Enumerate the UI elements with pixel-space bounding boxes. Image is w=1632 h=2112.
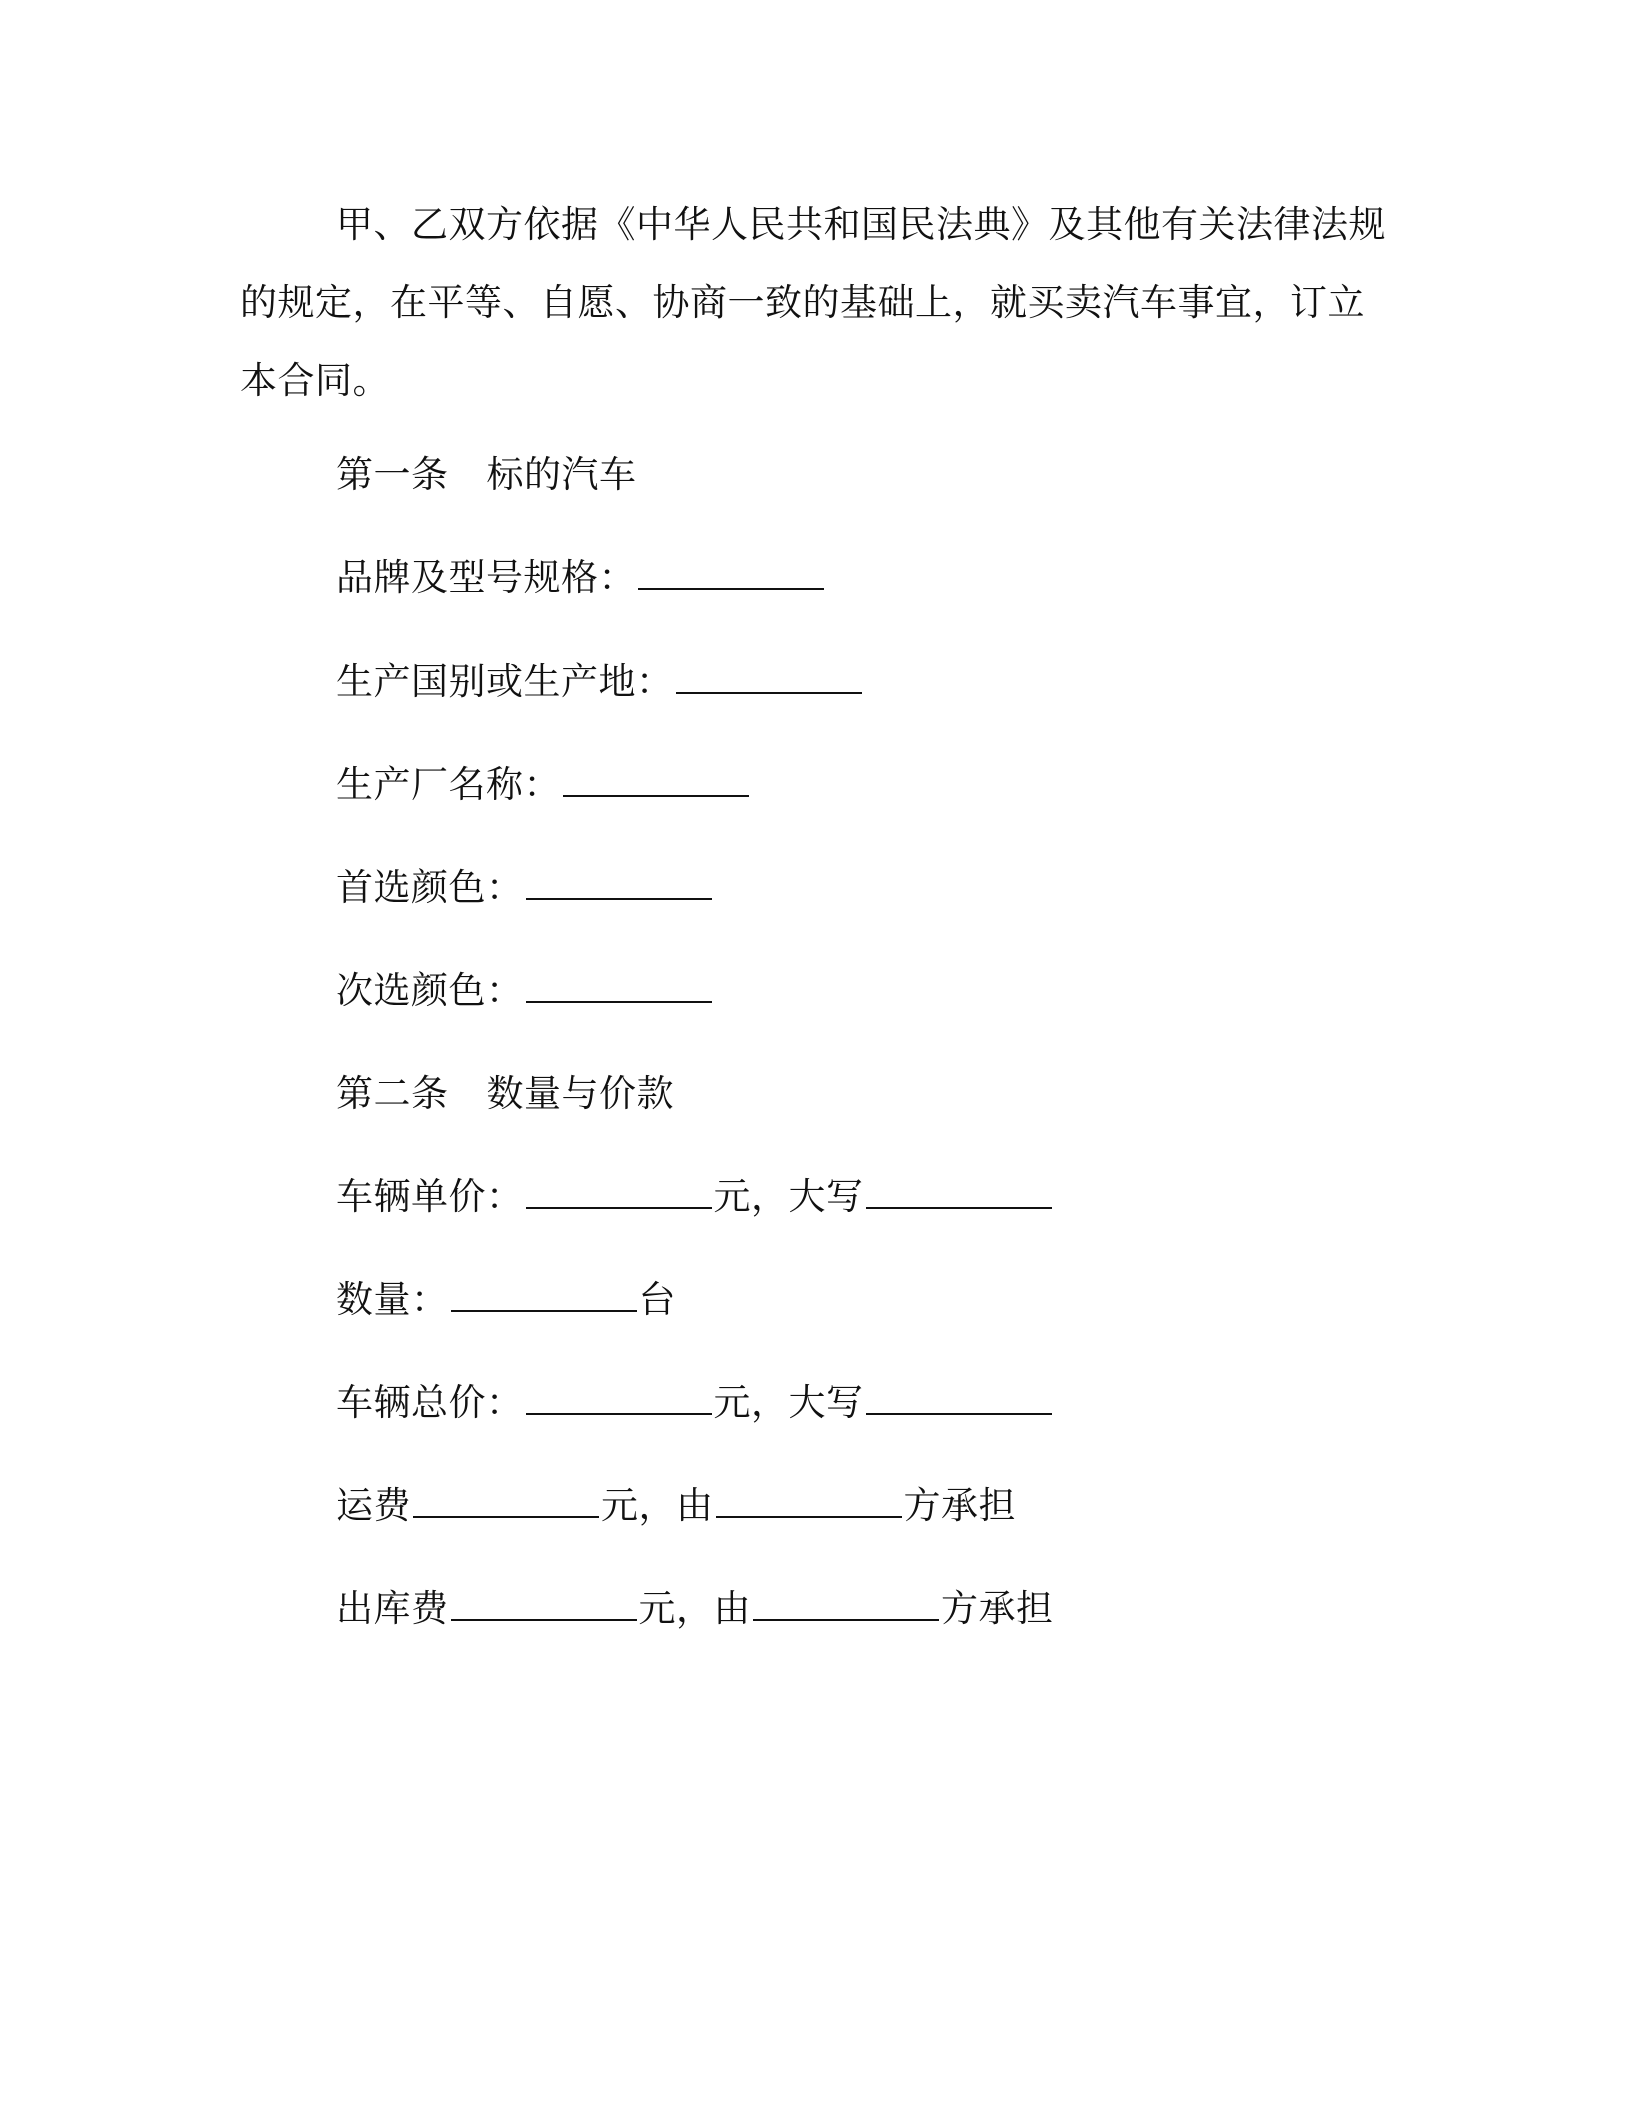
freight-end-text: 方承担 xyxy=(903,1484,1016,1527)
quantity-label: 数量： xyxy=(336,1278,449,1321)
quantity-unit: 台 xyxy=(638,1278,676,1321)
secondary-color-row xyxy=(336,966,714,1016)
outbound-fee-amount-blank[interactable] xyxy=(451,1585,637,1621)
quantity-row xyxy=(336,1275,676,1325)
article-1-heading xyxy=(336,450,637,500)
unit-price-row xyxy=(336,1172,1054,1222)
brand-model-blank[interactable] xyxy=(638,554,824,590)
total-price-label: 车辆总价： xyxy=(336,1381,524,1424)
quantity-blank[interactable] xyxy=(451,1276,637,1312)
primary-color-row xyxy=(336,863,714,913)
secondary-color-blank[interactable] xyxy=(526,967,712,1003)
brand-model-label: 品牌及型号规格： xyxy=(336,556,636,599)
primary-color-label: 首选颜色： xyxy=(336,866,524,909)
freight-amount-blank[interactable] xyxy=(413,1482,599,1518)
origin-label: 生产国别或生产地： xyxy=(336,660,674,703)
freight-mid-text: 元，由 xyxy=(601,1484,714,1527)
manufacturer-blank[interactable] xyxy=(563,761,749,797)
brand-model-row xyxy=(336,553,826,603)
unit-price-words-blank[interactable] xyxy=(866,1173,1052,1209)
manufacturer-label: 生产厂名称： xyxy=(336,763,561,806)
outbound-fee-end-text: 方承担 xyxy=(941,1587,1054,1630)
article-2-heading xyxy=(336,1069,674,1119)
intro-paragraph: 甲、乙双方依据《中华人民共和国民法典》及其他有关法律法规的规定，在平等、自愿、协商一致的基础上，就买卖汽车事宜，订立本合同。 xyxy=(240,203,1386,402)
total-price-blank[interactable] xyxy=(526,1379,712,1415)
freight-row xyxy=(336,1481,1016,1531)
total-price-words-blank[interactable] xyxy=(866,1379,1052,1415)
outbound-fee-party-blank[interactable] xyxy=(753,1585,939,1621)
unit-price-mid-text: 元，大写 xyxy=(713,1175,864,1218)
unit-price-label: 车辆单价： xyxy=(336,1175,524,1218)
primary-color-blank[interactable] xyxy=(526,864,712,900)
freight-label: 运费 xyxy=(336,1484,411,1527)
origin-blank[interactable] xyxy=(676,658,862,694)
manufacturer-row xyxy=(336,760,751,810)
outbound-fee-mid-text: 元，由 xyxy=(638,1587,751,1630)
secondary-color-label: 次选颜色： xyxy=(336,969,524,1012)
freight-party-blank[interactable] xyxy=(716,1482,902,1518)
unit-price-blank[interactable] xyxy=(526,1173,712,1209)
article-2-title: 数量与价款 xyxy=(486,1072,674,1115)
article-2-number: 第二条 xyxy=(336,1072,449,1115)
total-price-mid-text: 元，大写 xyxy=(713,1381,864,1424)
article-1-title: 标的汽车 xyxy=(486,453,637,496)
article-1-number: 第一条 xyxy=(336,453,449,496)
total-price-row xyxy=(336,1378,1054,1428)
outbound-fee-row xyxy=(336,1584,1054,1634)
origin-row xyxy=(336,657,864,707)
outbound-fee-label: 出库费 xyxy=(336,1587,449,1630)
